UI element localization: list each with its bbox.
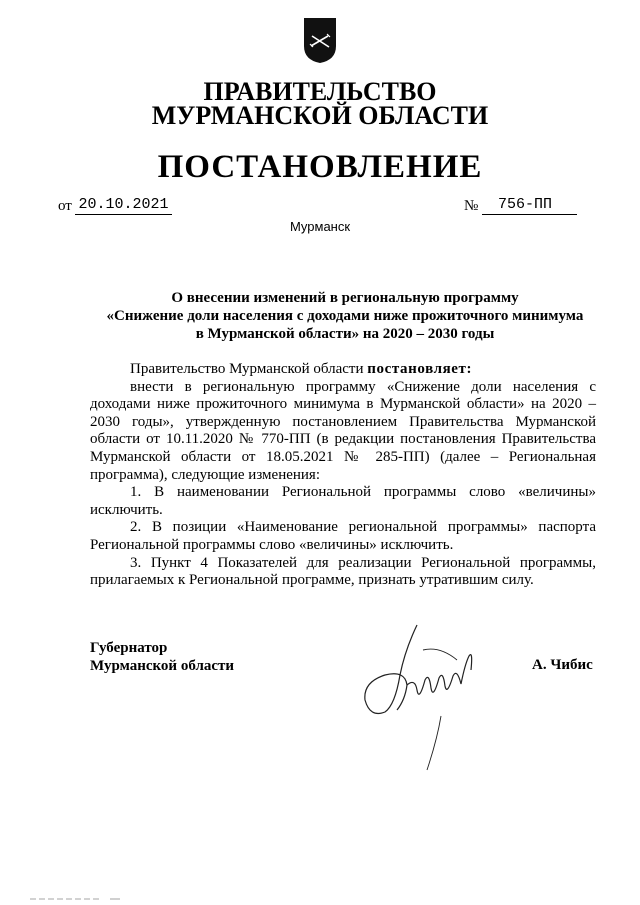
number-value: 756-ПП	[482, 196, 577, 215]
scan-artifact-line	[30, 897, 140, 901]
government-title-line2: МУРМАНСКОЙ ОБЛАСТИ	[151, 101, 489, 130]
government-title	[0, 77, 640, 130]
document-type-heading: ПОСТАНОВЛЕНИЕ	[157, 149, 483, 185]
signatory-name: А. Чибис	[532, 657, 593, 673]
subject-line1: О внесении изменений в региональную программу	[171, 290, 519, 306]
subject-line3: в Мурманской области» на 2020 – 2030 годы	[195, 326, 495, 342]
paragraph-main: внести в региональную программу «Снижение доли населения с доходами ниже прожиточного минимума в Мурманской области» на 2020 – 2030 годы», утвержденную постановлением Правительства Мурманской области от 10.11.2020 № 770-ПП (в редакции постановления Правительства Мурманской области от 18.05.2021 № 285-ПП) (далее – Региональная программа), следующие изменения:	[90, 378, 596, 483]
signatory-position	[90, 639, 234, 675]
city-name: Мурманск	[289, 219, 351, 234]
coat-of-arms-emblem	[302, 14, 338, 64]
date-label: от	[58, 198, 72, 214]
item-1: 1. В наименовании Региональной программы слово «величины» исключить.	[90, 484, 596, 518]
position-line2: Мурманской области	[90, 658, 235, 674]
intro-text: Правительство Мурманской области	[130, 361, 368, 377]
item-3: 3. Пункт 4 Показателей для реализации Региональной программы, прилагаемых к Региональной программе, признать утратившим силу.	[90, 554, 596, 589]
intro-paragraph	[90, 361, 596, 379]
item-2: 2. В позиции «Наименование региональной программы» паспорта Региональной программы слово «величины» исключить.	[90, 519, 596, 553]
decree-subject	[90, 289, 600, 343]
handwritten-signature	[345, 620, 495, 780]
position-line1: Губернатор	[90, 640, 168, 656]
intro-verb: постановляет:	[367, 361, 473, 377]
number-label: №	[464, 198, 479, 214]
date-value: 20.10.2021	[75, 196, 172, 215]
government-title-line1: ПРАВИТЕЛЬСТВО	[203, 77, 437, 106]
subject-line2: «Снижение доли населения с доходами ниже прожиточного минимума	[106, 308, 584, 324]
decree-body	[90, 361, 596, 590]
